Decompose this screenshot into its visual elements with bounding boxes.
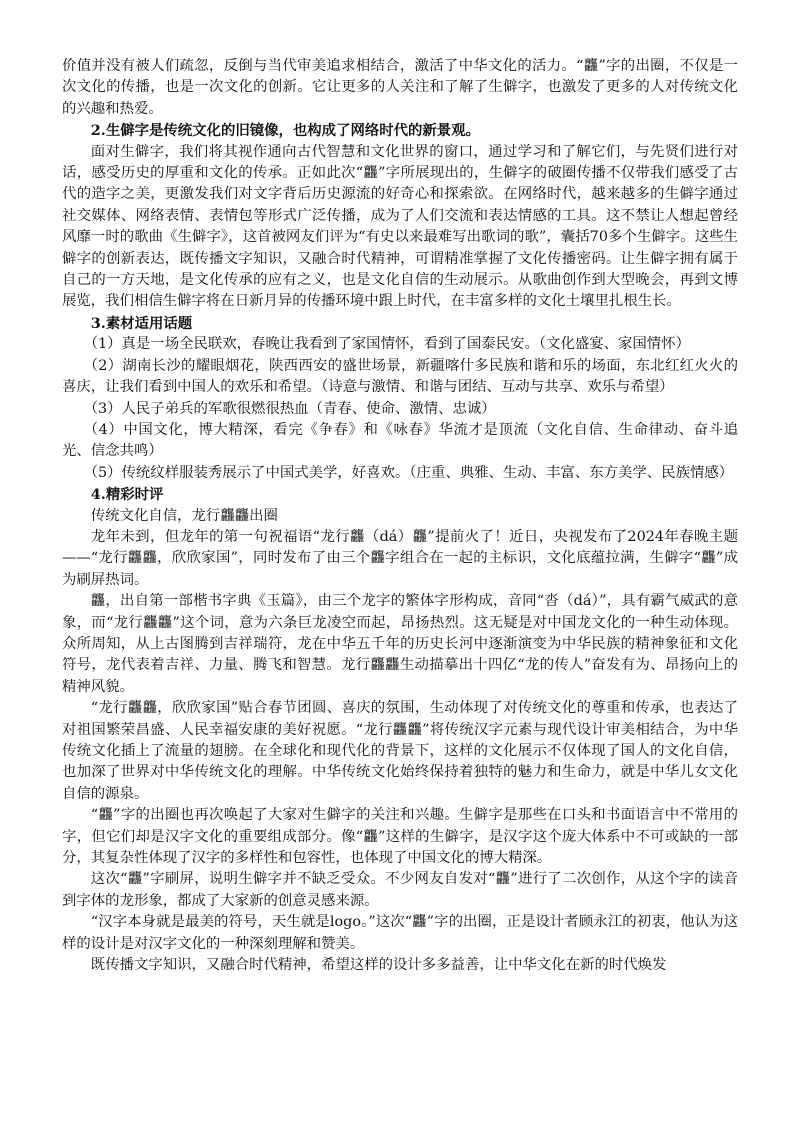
topic-item-2: （2）湖南长沙的耀眼烟花，陕西西安的盛世场景，新疆喀什多民族和谐和乐的场面，东北红红火火的喜庆，让我们看到中国人的欢乐和希望。（诗意与激情、和谐与团结、互动与共享、欢乐与希望） xyxy=(62,357,738,396)
section-2-body: 面对生僻字，我们将其视作通向古代智慧和文化世界的窗口，通过学习和了解它们，与先贤们进行对话，感受历史的厚重和文化的传承。正如此次“龘”字所展现出的，生僻字的破圈传播不仅带我们感受了古代的造字之美，更激发我们对文字背后历史源流的好奇心和探索欲。在网络时代，越来越多的生僻字通过社交媒体、网络表情、表情包等形式广泛传播，成为了人们交流和表达情感的工具。这不禁让人想起曾经风靡一时的歌曲《生僻字》，这首被网友们评为“有史以来最难写出歌词的歌”，囊括70多个生僻字。这些生僻字的创新表达，既传播文字知识，又融合时代精神，可谓精准掌握了文化传播密码。让生僻字拥有属于自己的一方天地，是文化传承的应有之义，也是文化自信的生动展示。从歌曲创作到大型晚会，再到文博展览，我们相信生僻字将在日新月异的传播环境中跟上时代，在丰富多样的文化土壤里扎根生长。 xyxy=(62,143,738,310)
section-2-heading: 2.生僻字是传统文化的旧镜像，也构成了网络时代的新景观。 xyxy=(90,122,480,140)
topic-item-3: （3）人民子弟兵的军歌很燃很热血（青春、使命、激情、忠诚） xyxy=(83,400,496,417)
topic-item-1: （1）真是一场全民联欢，春晚让我看到了家国情怀，看到了国泰民安。（文化盛宴、家国情怀） xyxy=(83,336,690,353)
article-paragraph-7: 既传播文字知识，又融合时代精神，希望这样的设计多多益善，让中华文化在新的时代焕发 xyxy=(90,957,667,974)
article-title: 传统文化自信，龙行龘龘出圈 xyxy=(90,507,278,524)
section-3-heading: 3.素材适用话题 xyxy=(90,314,193,332)
section-4-heading: 4.精彩时评 xyxy=(90,486,164,504)
article-paragraph-5: 这次“龘”字刷屏，说明生僻字并不缺乏受众。不少网友自发对“龘”进行了二次创作，从这个字的读音到字体的龙形象，都成了大家新的创意灵感来源。 xyxy=(62,871,738,909)
topic-item-5: （5）传统纹样服装秀展示了中国式美学，好喜欢。（庄重、典雅、生动、丰富、东方美学、民族情感） xyxy=(83,464,734,481)
article-paragraph-3: “龙行龘龘，欣欣家国”贴合春节团圆、喜庆的氛围，生动体现了对传统文化的尊重和传承，也表达了对祖国繁荣昌盛、人民幸福安康的美好祝愿。“龙行龘龘”将传统汉字元素与现代设计审美相结合，为中华传统文化插上了流量的翅膀。在全球化和现代化的背景下，这样的文化展示不仅体现了国人的文化自信，也加深了世界对中华传统文化的理解。中华传统文化始终保持着独特的魅力和生命力，就是中华儿女文化自信的源泉。 xyxy=(62,700,738,802)
article-paragraph-4: “龘”字的出圈也再次唤起了大家对生僻字的关注和兴趣。生僻字是那些在口头和书面语言中不常用的字，但它们却是汉字文化的重要组成部分。像“龘”这样的生僻字，是汉字这个庞大体系中不可或缺的一部分，其复杂性体现了汉字的多样性和包容性，也体现了中国文化的博大精深。 xyxy=(62,807,738,867)
article-paragraph-6: “汉字本身就是最美的符号，天生就是logo。”这次“龘”字的出圈，正是设计者顾永江的初衷，他认为这样的设计是对汉字文化的一种深刻理解和赞美。 xyxy=(62,914,738,952)
article-paragraph-2: 龘，出自第一部楷书字典《玉篇》，由三个龙字的繁体字形构成，音同“沓（dá）”，具有霸气威武的意象，而“龙行龘龘”这个词，意为六条巨龙凌空而起，昂扬热烈。这无疑是对中国龙文化的一种生动体现。众所周知，从上古图腾到吉祥瑞符，龙在中华五千年的历史长河中逐渐演变为中华民族的精神象征和文化符号，龙代表着吉祥、力量、腾飞和智慧。龙行龘龘生动描摹出十四亿“龙的传人”奋发有为、昂扬向上的精神风貌。 xyxy=(62,593,738,695)
topic-item-4: （4）中国文化，博大精深，看完《争春》和《咏春》华流才是顶流（文化自信、生命律动、奋斗追光、信念共鸣） xyxy=(62,421,738,460)
intro-paragraph: 价值并没有被人们疏忽，反倒与当代审美追求相结合，激活了中华文化的活力。“龘”字的出圈，不仅是一次文化的传播，也是一次文化的创新。它让更多的人关注和了解了生僻字，也激发了更多的人对传统文化的兴趣和热爱。 xyxy=(62,58,738,117)
document-page xyxy=(62,56,738,976)
article-paragraph-1: 龙年未到，但龙年的第一句祝福语“龙行龘（dá）龘”提前火了！近日，央视发布了2024年春晚主题——“龙行龘龘，欣欣家国”，同时发布了由三个龘字组合在一起的主标识，文化底蕴拉满，生僻字“龘”成为刷屏热词。 xyxy=(62,528,738,588)
